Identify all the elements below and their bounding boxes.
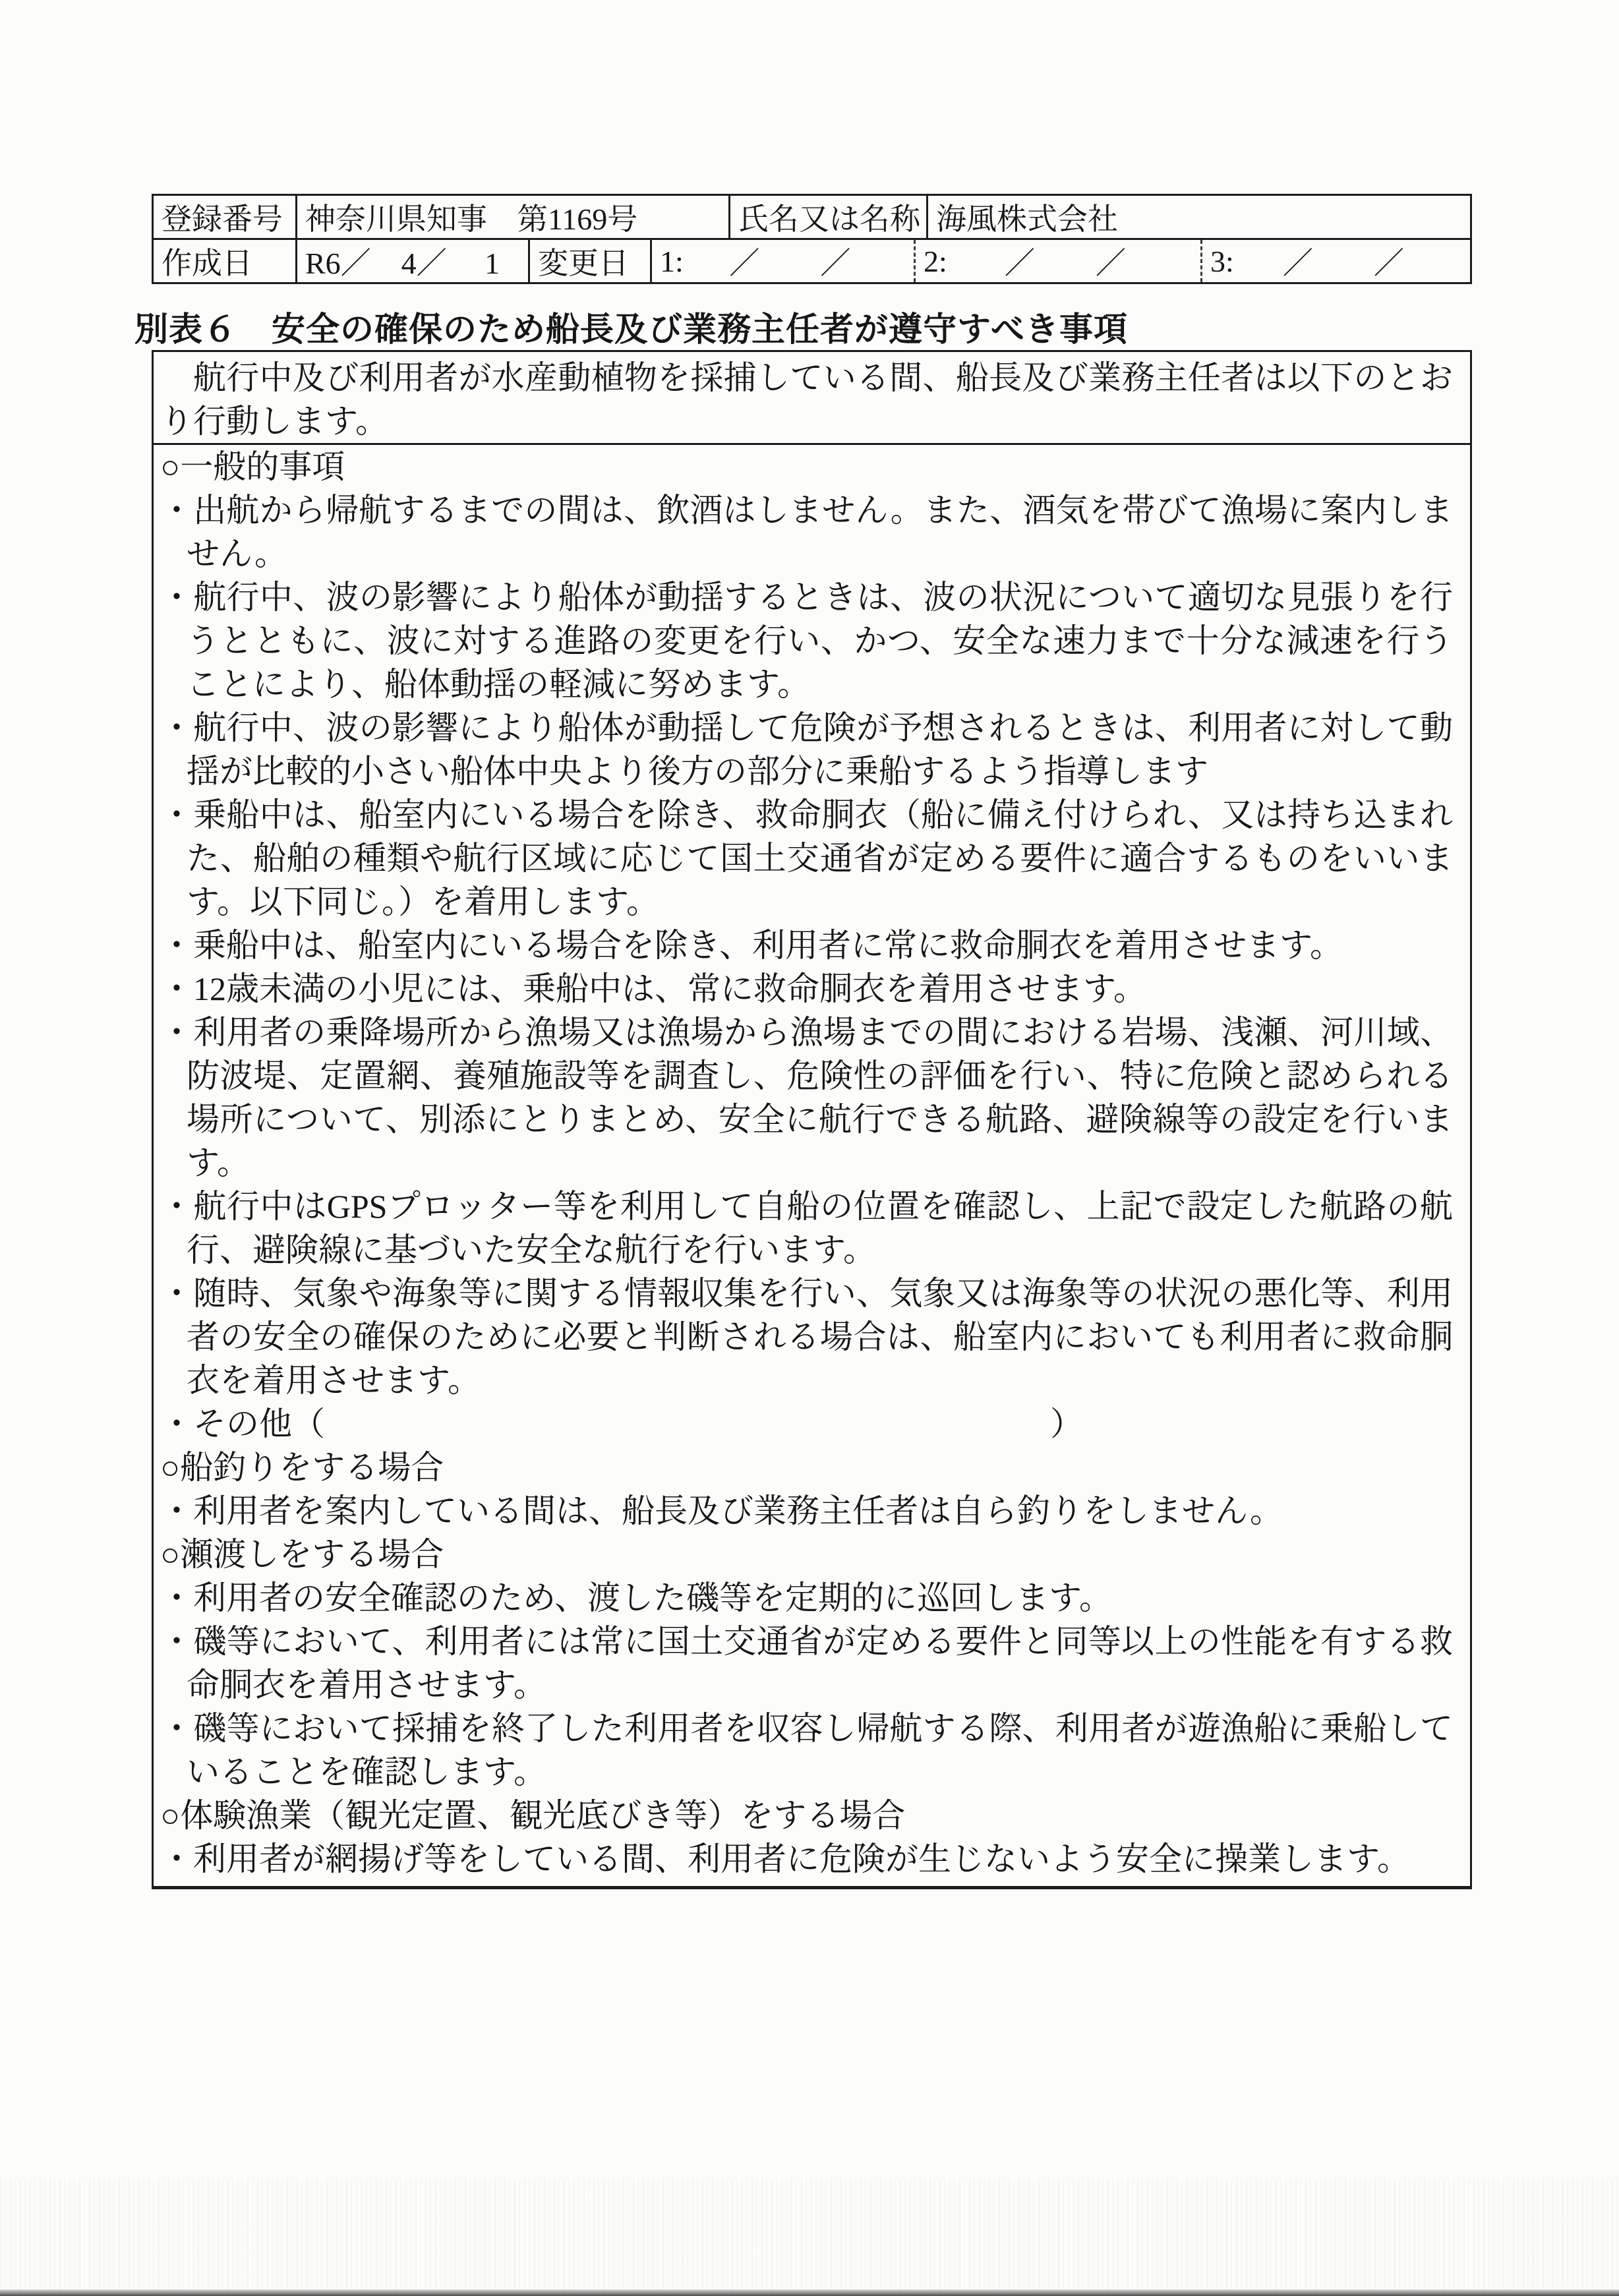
change-date-2-number: 2: bbox=[924, 244, 947, 278]
name-value: 海風株式会社 bbox=[926, 196, 1470, 238]
safety-rule-item: ・乗船中は、船室内にいる場合を除き、救命胴衣（船に備え付けられ、又は持ち込まれた、船舶の種類や航行区域に応じて国土交通省が定める要件に適合するものをいいます。以下同じ。）を着用します。 bbox=[160, 796, 1453, 920]
safety-rule-item: ・出航から帰航するまでの間は、飲酒はしません。また、酒気を帯びて漁場に案内しません。 bbox=[160, 492, 1453, 572]
changed-date-label: 変更日 bbox=[528, 240, 650, 282]
safety-rule-item: ・利用者が網揚げ等をしている間、利用者に危険が生じないよう安全に操業します。 bbox=[160, 1840, 1410, 1877]
section-heading: ○瀬渡しをする場合 bbox=[160, 1536, 444, 1573]
page-title: 別表６ 安全の確保のため船長及び業務主任者が遵守すべき事項 bbox=[134, 310, 1128, 348]
rule-item-prefix: ・その他（ bbox=[160, 1405, 325, 1442]
created-date-value: R6／ 4／ 1 bbox=[295, 240, 528, 282]
safety-rule-item: ・随時、気象や海象等に関する情報収集を行い、気象又は海象等の状況の悪化等、利用者の安全の確保のために必要と判断される場合は、船室内においても利用者に救命胴衣を着用させます。 bbox=[160, 1275, 1453, 1399]
safety-rule-item bbox=[160, 1402, 1453, 1446]
safety-rule-item: ・利用者を案内している間は、船長及び業務主任者は自ら釣りをしません。 bbox=[160, 1492, 1283, 1529]
rule-item-suffix: ） bbox=[1050, 1405, 1083, 1442]
section-heading: ○一般的事項 bbox=[160, 448, 345, 485]
safety-rule-item: ・利用者の乗降場所から漁場又は漁場から漁場までの間における岩場、浅瀬、河川域、防波堤、定置網、養殖施設等を調査し、危険性の評価を行い、特に危険と認められる場所について、別添にとりまとめ、安全に航行できる航路、避険線等の設定を行います。 bbox=[160, 1014, 1453, 1181]
body-groups bbox=[160, 445, 1453, 1881]
safety-rule-item: ・12歳未満の小児には、乗船中は、常に救命胴衣を着用させます。 bbox=[160, 970, 1146, 1007]
intro-paragraph: 航行中及び利用者が水産動植物を採捕している間、船長及び業務主任者は以下のとおり行動します。 bbox=[160, 359, 1453, 440]
change-date-3 bbox=[1200, 240, 1470, 282]
change-date-3-slashes: ／ ／ bbox=[1282, 247, 1404, 280]
safety-rule-item: ・利用者の安全確認のため、渡した磯等を定期的に巡回します。 bbox=[160, 1579, 1112, 1616]
safety-rule-item: ・磯等において、利用者には常に国土交通省が定める要件と同等以上の性能を有する救命胴衣を着用させます。 bbox=[160, 1623, 1453, 1703]
safety-rule-item: ・航行中、波の影響により船体が動揺して危険が予想されるときは、利用者に対して動揺が比較的小さい船体中央より後方の部分に乗船するよう指導します bbox=[160, 709, 1453, 790]
safety-rule-item: ・磯等において採捕を終了した利用者を収容し帰航する際、利用者が遊漁船に乗船していることを確認します。 bbox=[160, 1710, 1453, 1790]
scan-bottom-edge bbox=[0, 2289, 1619, 2296]
safety-rule-item: ・航行中、波の影響により船体が動揺するときは、波の状況について適切な見張りを行うとともに、波に対する進路の変更を行い、かつ、安全な速力まで十分な減速を行うことにより、船体動揺の軽減に努めます。 bbox=[160, 579, 1453, 703]
created-date-label: 作成日 bbox=[162, 247, 252, 280]
safety-rule-item: ・航行中はGPSプロッター等を利用して自船の位置を確認し、上記で設定した航路の航行、避険線に基づいた安全な航行を行います。 bbox=[160, 1188, 1453, 1268]
change-date-3-number: 3: bbox=[1210, 244, 1234, 278]
safety-rules-box bbox=[152, 350, 1472, 1889]
change-date-2 bbox=[914, 240, 1200, 282]
header-row-registration bbox=[154, 196, 1470, 238]
section-heading: ○船釣りをする場合 bbox=[160, 1449, 444, 1486]
registration-number-value: 神奈川県知事 第1169号 bbox=[295, 196, 728, 238]
header-row-dates bbox=[154, 238, 1470, 282]
section-heading: ○体験漁業（観光定置、観光底びき等）をする場合 bbox=[160, 1797, 906, 1834]
name-label: 氏名又は名称 bbox=[728, 196, 926, 238]
registration-header-table bbox=[152, 194, 1472, 284]
change-date-2-slashes: ／ ／ bbox=[1004, 247, 1126, 280]
change-date-1-slashes: ／ ／ bbox=[729, 247, 851, 280]
change-date-1 bbox=[650, 240, 914, 282]
safety-rule-item: ・乗船中は、船室内にいる場合を除き、利用者に常に救命胴衣を着用させます。 bbox=[160, 927, 1343, 964]
change-date-1-number: 1: bbox=[660, 244, 684, 278]
scan-noise-streaks bbox=[0, 2179, 1619, 2291]
registration-number-label: 登録番号 bbox=[162, 202, 283, 236]
